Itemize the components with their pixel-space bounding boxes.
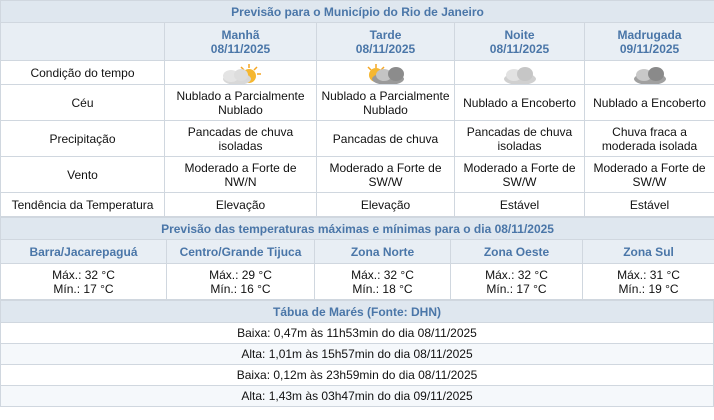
zone-header-sul: Zona Sul [583, 240, 714, 264]
condition-tarde [317, 61, 455, 85]
tides-table [0, 300, 714, 407]
corner-cell [1, 23, 165, 61]
temps-oeste: Máx.: 32 °C Mín.: 17 °C [451, 264, 583, 300]
sky-madrugada: Nublado a Encoberto [585, 85, 714, 121]
temps-centro: Máx.: 29 °C Mín.: 16 °C [167, 264, 315, 300]
condition-noite [455, 61, 585, 85]
partly-cloudy-sun-icon [209, 62, 273, 84]
condition-manha [165, 61, 317, 85]
row-label-sky: Céu [1, 85, 165, 121]
row-label-trend: Tendência da Temperatura [1, 193, 165, 217]
temps-sul: Máx.: 31 °C Mín.: 19 °C [583, 264, 714, 300]
precip-noite: Pancadas de chuva isoladas [455, 121, 585, 157]
condition-madrugada [585, 61, 714, 85]
row-label-precip: Precipitação [1, 121, 165, 157]
forecast-title: Previsão para o Município do Rio de Janeiro [1, 1, 714, 23]
trend-madrugada: Estável [585, 193, 714, 217]
cloudy-sun-rain-icon [354, 62, 418, 84]
trend-noite: Estável [455, 193, 585, 217]
trend-tarde: Elevação [317, 193, 455, 217]
precip-tarde: Pancadas de chuva [317, 121, 455, 157]
period-header-noite: Noite 08/11/2025 [455, 23, 585, 61]
zone-header-oeste: Zona Oeste [451, 240, 583, 264]
sky-tarde: Nublado a Parcialmente Nublado [317, 85, 455, 121]
cloudy-icon [488, 62, 552, 84]
tide-entry: Baixa: 0,12m às 23h59min do dia 08/11/2025 [1, 365, 714, 386]
row-label-wind: Vento [1, 157, 165, 193]
sky-manha: Nublado a Parcialmente Nublado [165, 85, 317, 121]
temperatures-table [0, 217, 714, 300]
temps-norte: Máx.: 32 °C Mín.: 18 °C [315, 264, 451, 300]
tide-entry: Alta: 1,01m às 15h57min do dia 08/11/2025 [1, 344, 714, 365]
period-header-tarde: Tarde 08/11/2025 [317, 23, 455, 61]
temps-barra: Máx.: 32 °C Mín.: 17 °C [1, 264, 167, 300]
tide-entry: Baixa: 0,47m às 11h53min do dia 08/11/2025 [1, 323, 714, 344]
overcast-icon [618, 62, 682, 84]
wind-manha: Moderado a Forte de NW/N [165, 157, 317, 193]
period-header-manha: Manhã 08/11/2025 [165, 23, 317, 61]
tide-entry: Alta: 1,43m às 03h47min do dia 09/11/2025 [1, 386, 714, 407]
zone-header-centro: Centro/Grande Tijuca [167, 240, 315, 264]
precip-madrugada: Chuva fraca a moderada isolada [585, 121, 714, 157]
row-label-condition: Condição do tempo [1, 61, 165, 85]
tides-title: Tábua de Marés (Fonte: DHN) [1, 301, 714, 323]
period-header-madrugada: Madrugada 09/11/2025 [585, 23, 714, 61]
temps-title: Previsão das temperaturas máximas e mínimas para o dia 08/11/2025 [1, 218, 714, 240]
sky-noite: Nublado a Encoberto [455, 85, 585, 121]
precip-manha: Pancadas de chuva isoladas [165, 121, 317, 157]
wind-noite: Moderado a Forte de SW/W [455, 157, 585, 193]
wind-madrugada: Moderado a Forte de SW/W [585, 157, 714, 193]
wind-tarde: Moderado a Forte de SW/W [317, 157, 455, 193]
zone-header-barra: Barra/Jacarepaguá [1, 240, 167, 264]
trend-manha: Elevação [165, 193, 317, 217]
zone-header-norte: Zona Norte [315, 240, 451, 264]
